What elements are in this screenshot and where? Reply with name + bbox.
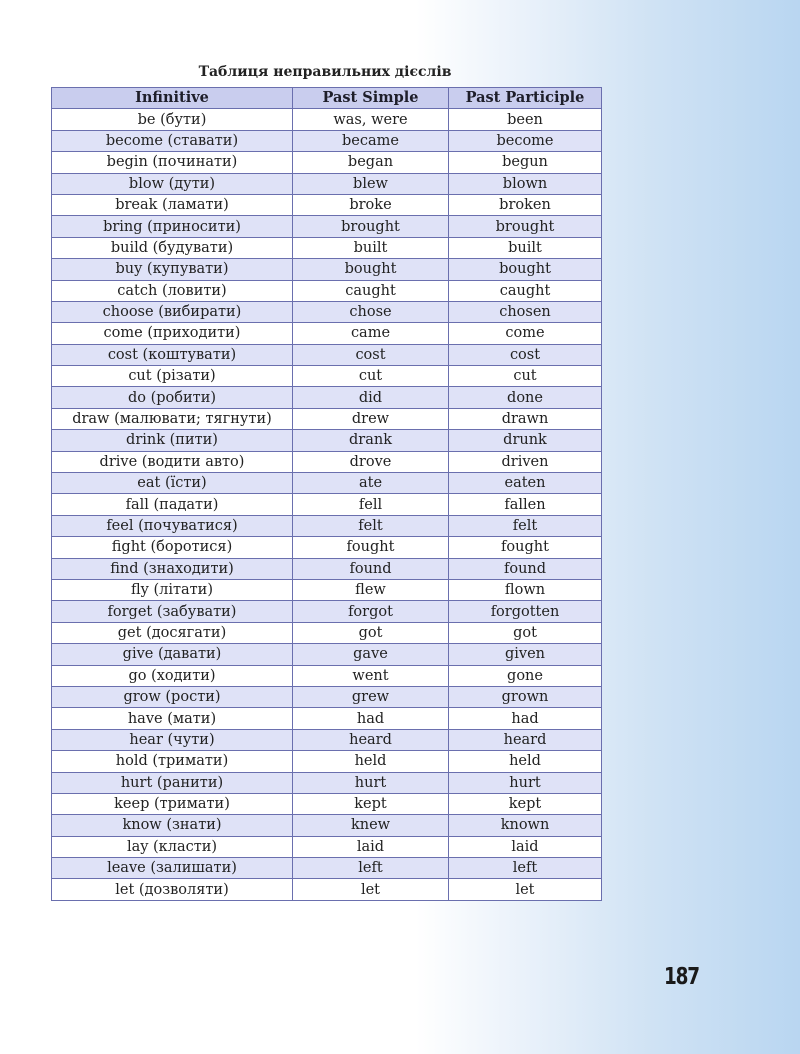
table-row bbox=[52, 344, 602, 365]
cell-past-participle: gone bbox=[449, 665, 602, 686]
table-row bbox=[52, 216, 602, 237]
table-body bbox=[52, 109, 602, 900]
cell-infinitive: hold (тримати) bbox=[52, 751, 293, 772]
cell-past-participle: cost bbox=[449, 344, 602, 365]
cell-infinitive: be (бути) bbox=[52, 109, 293, 130]
cell-infinitive: give (давати) bbox=[52, 644, 293, 665]
table-row bbox=[52, 836, 602, 857]
cell-past-participle: become bbox=[449, 130, 602, 151]
table-row bbox=[52, 130, 602, 151]
cell-infinitive: drive (водити авто) bbox=[52, 451, 293, 472]
table-row bbox=[52, 430, 602, 451]
table-row bbox=[52, 473, 602, 494]
cell-past-participle: left bbox=[449, 858, 602, 879]
table-row bbox=[52, 729, 602, 750]
cell-infinitive: hear (чути) bbox=[52, 729, 293, 750]
cell-past-simple: fought bbox=[293, 537, 449, 558]
table-row bbox=[52, 815, 602, 836]
cell-past-simple: built bbox=[293, 237, 449, 258]
cell-past-simple: bought bbox=[293, 259, 449, 280]
cell-past-simple: brought bbox=[293, 216, 449, 237]
table-row bbox=[52, 451, 602, 472]
cell-past-participle: drunk bbox=[449, 430, 602, 451]
cell-past-simple: did bbox=[293, 387, 449, 408]
cell-past-simple: began bbox=[293, 152, 449, 173]
cell-infinitive: get (досягати) bbox=[52, 622, 293, 643]
cell-past-simple: held bbox=[293, 751, 449, 772]
page-number: 187 bbox=[664, 964, 699, 990]
cell-past-participle: driven bbox=[449, 451, 602, 472]
cell-past-participle: heard bbox=[449, 729, 602, 750]
cell-infinitive: fight (боротися) bbox=[52, 537, 293, 558]
cell-infinitive: choose (вибирати) bbox=[52, 301, 293, 322]
table-header-row bbox=[52, 88, 602, 109]
cell-past-simple: felt bbox=[293, 515, 449, 536]
cell-past-participle: let bbox=[449, 879, 602, 900]
table-row bbox=[52, 280, 602, 301]
cell-past-simple: ate bbox=[293, 473, 449, 494]
table-row bbox=[52, 366, 602, 387]
cell-infinitive: become (ставати) bbox=[52, 130, 293, 151]
cell-infinitive: cost (коштувати) bbox=[52, 344, 293, 365]
cell-infinitive: blow (дути) bbox=[52, 173, 293, 194]
cell-past-participle: kept bbox=[449, 793, 602, 814]
cell-past-participle: drawn bbox=[449, 408, 602, 429]
table-row bbox=[52, 408, 602, 429]
table-row bbox=[52, 387, 602, 408]
cell-past-participle: caught bbox=[449, 280, 602, 301]
table-row bbox=[52, 751, 602, 772]
cell-infinitive: forget (забувати) bbox=[52, 601, 293, 622]
cell-past-participle: had bbox=[449, 708, 602, 729]
header-infinitive: Infinitive bbox=[52, 88, 293, 109]
cell-infinitive: drink (пити) bbox=[52, 430, 293, 451]
cell-past-simple: cost bbox=[293, 344, 449, 365]
cell-past-simple: came bbox=[293, 323, 449, 344]
cell-past-participle: known bbox=[449, 815, 602, 836]
cell-past-participle: bought bbox=[449, 259, 602, 280]
table-row bbox=[52, 665, 602, 686]
cell-past-participle: laid bbox=[449, 836, 602, 857]
cell-past-participle: given bbox=[449, 644, 602, 665]
cell-past-simple: hurt bbox=[293, 772, 449, 793]
table-row bbox=[52, 259, 602, 280]
cell-past-simple: knew bbox=[293, 815, 449, 836]
cell-infinitive: find (знаходити) bbox=[52, 558, 293, 579]
cell-infinitive: hurt (ранити) bbox=[52, 772, 293, 793]
cell-past-participle: got bbox=[449, 622, 602, 643]
cell-past-simple: flew bbox=[293, 579, 449, 600]
cell-past-participle: cut bbox=[449, 366, 602, 387]
cell-infinitive: fall (падати) bbox=[52, 494, 293, 515]
cell-past-simple: became bbox=[293, 130, 449, 151]
cell-past-participle: held bbox=[449, 751, 602, 772]
cell-infinitive: leave (залишати) bbox=[52, 858, 293, 879]
cell-infinitive: grow (рости) bbox=[52, 686, 293, 707]
cell-infinitive: do (робити) bbox=[52, 387, 293, 408]
table-row bbox=[52, 515, 602, 536]
header-past-simple: Past Simple bbox=[293, 88, 449, 109]
cell-past-participle: done bbox=[449, 387, 602, 408]
cell-past-participle: broken bbox=[449, 194, 602, 215]
header-past-participle: Past Participle bbox=[449, 88, 602, 109]
cell-past-participle: forgotten bbox=[449, 601, 602, 622]
cell-past-simple: laid bbox=[293, 836, 449, 857]
cell-past-participle: hurt bbox=[449, 772, 602, 793]
cell-infinitive: bring (приносити) bbox=[52, 216, 293, 237]
cell-past-simple: broke bbox=[293, 194, 449, 215]
cell-infinitive: eat (їсти) bbox=[52, 473, 293, 494]
cell-infinitive: let (дозволяти) bbox=[52, 879, 293, 900]
cell-infinitive: catch (ловити) bbox=[52, 280, 293, 301]
table-row bbox=[52, 579, 602, 600]
cell-past-simple: drew bbox=[293, 408, 449, 429]
cell-past-simple: had bbox=[293, 708, 449, 729]
cell-infinitive: draw (малювати; тягнути) bbox=[52, 408, 293, 429]
cell-infinitive: break (ламати) bbox=[52, 194, 293, 215]
cell-past-participle: chosen bbox=[449, 301, 602, 322]
cell-infinitive: come (приходити) bbox=[52, 323, 293, 344]
cell-infinitive: cut (різати) bbox=[52, 366, 293, 387]
cell-past-participle: begun bbox=[449, 152, 602, 173]
cell-past-participle: blown bbox=[449, 173, 602, 194]
cell-past-participle: grown bbox=[449, 686, 602, 707]
table-row bbox=[52, 558, 602, 579]
cell-past-simple: heard bbox=[293, 729, 449, 750]
table-row bbox=[52, 879, 602, 900]
table-title: Таблиця неправильних дієслів bbox=[198, 64, 452, 80]
table-row bbox=[52, 494, 602, 515]
table-row bbox=[52, 237, 602, 258]
cell-past-participle: fallen bbox=[449, 494, 602, 515]
cell-infinitive: build (будувати) bbox=[52, 237, 293, 258]
cell-past-participle: flown bbox=[449, 579, 602, 600]
cell-past-simple: chose bbox=[293, 301, 449, 322]
cell-past-participle: built bbox=[449, 237, 602, 258]
cell-infinitive: know (знати) bbox=[52, 815, 293, 836]
cell-past-simple: gave bbox=[293, 644, 449, 665]
cell-infinitive: have (мати) bbox=[52, 708, 293, 729]
cell-infinitive: lay (класти) bbox=[52, 836, 293, 857]
cell-infinitive: buy (купувати) bbox=[52, 259, 293, 280]
cell-past-participle: felt bbox=[449, 515, 602, 536]
table-row bbox=[52, 858, 602, 879]
table-row bbox=[52, 686, 602, 707]
cell-infinitive: feel (почуватися) bbox=[52, 515, 293, 536]
cell-past-simple: forgot bbox=[293, 601, 449, 622]
table-row bbox=[52, 109, 602, 130]
cell-past-simple: went bbox=[293, 665, 449, 686]
cell-infinitive: begin (починати) bbox=[52, 152, 293, 173]
cell-past-simple: was, were bbox=[293, 109, 449, 130]
table-row bbox=[52, 708, 602, 729]
table-row bbox=[52, 173, 602, 194]
table-row bbox=[52, 194, 602, 215]
cell-past-simple: drank bbox=[293, 430, 449, 451]
table-row bbox=[52, 152, 602, 173]
table-row bbox=[52, 622, 602, 643]
cell-past-participle: eaten bbox=[449, 473, 602, 494]
cell-past-simple: blew bbox=[293, 173, 449, 194]
cell-past-simple: fell bbox=[293, 494, 449, 515]
cell-past-simple: got bbox=[293, 622, 449, 643]
irregular-verbs-table bbox=[51, 87, 602, 901]
cell-past-simple: kept bbox=[293, 793, 449, 814]
cell-past-simple: let bbox=[293, 879, 449, 900]
cell-past-simple: drove bbox=[293, 451, 449, 472]
table-row bbox=[52, 323, 602, 344]
cell-past-participle: been bbox=[449, 109, 602, 130]
table-row bbox=[52, 537, 602, 558]
cell-past-simple: caught bbox=[293, 280, 449, 301]
cell-infinitive: fly (літати) bbox=[52, 579, 293, 600]
cell-past-participle: found bbox=[449, 558, 602, 579]
table-row bbox=[52, 793, 602, 814]
cell-past-simple: cut bbox=[293, 366, 449, 387]
cell-infinitive: keep (тримати) bbox=[52, 793, 293, 814]
cell-past-simple: left bbox=[293, 858, 449, 879]
cell-past-simple: found bbox=[293, 558, 449, 579]
cell-past-simple: grew bbox=[293, 686, 449, 707]
cell-infinitive: go (ходити) bbox=[52, 665, 293, 686]
table-row bbox=[52, 301, 602, 322]
table-row bbox=[52, 644, 602, 665]
cell-past-participle: brought bbox=[449, 216, 602, 237]
table-row bbox=[52, 772, 602, 793]
cell-past-participle: fought bbox=[449, 537, 602, 558]
cell-past-participle: come bbox=[449, 323, 602, 344]
table-row bbox=[52, 601, 602, 622]
